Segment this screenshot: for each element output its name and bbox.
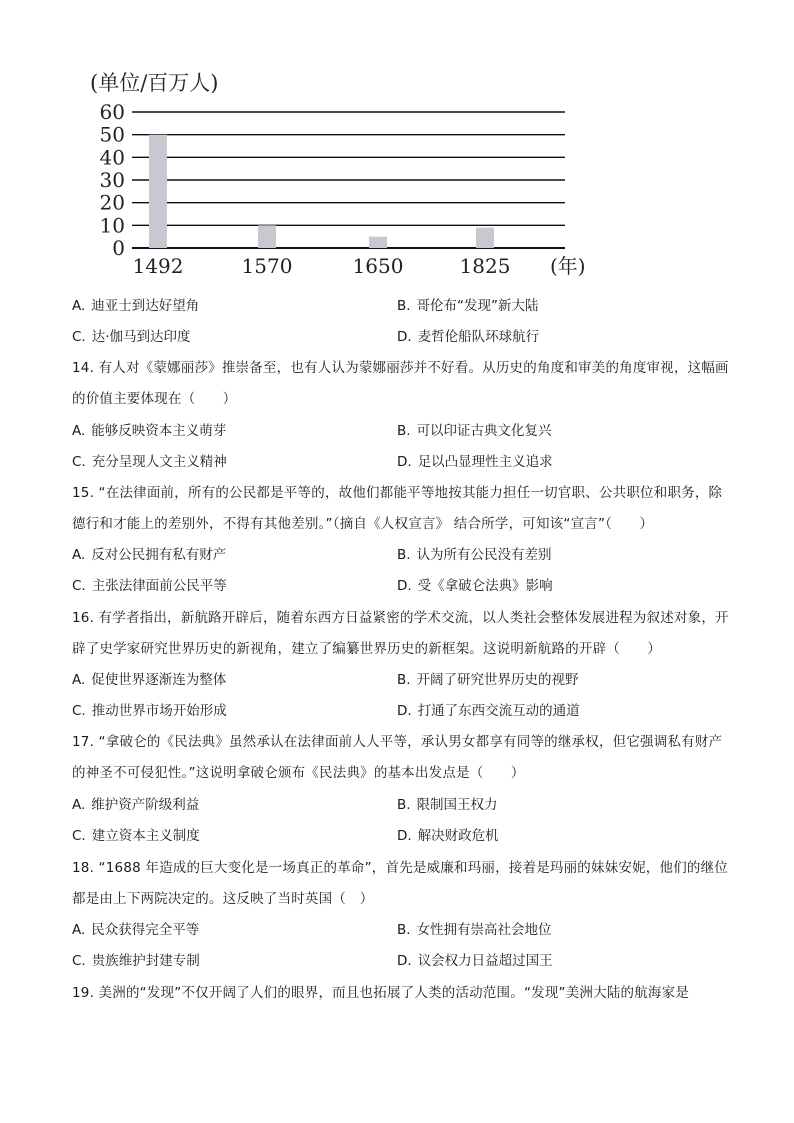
option-text: 限制国王权力 bbox=[416, 797, 498, 813]
q17-option-b[interactable] bbox=[397, 796, 498, 814]
option-label: B. bbox=[397, 547, 411, 563]
option-text: 建立资本主义制度 bbox=[91, 828, 200, 844]
option-label: D. bbox=[397, 703, 412, 719]
option-label: C. bbox=[72, 703, 86, 719]
option-label: B. bbox=[397, 922, 411, 938]
q13-option-d[interactable] bbox=[397, 328, 539, 346]
bar-1492 bbox=[149, 135, 167, 248]
option-label: D. bbox=[397, 953, 412, 969]
q16-option-c[interactable] bbox=[72, 702, 227, 720]
option-label: D. bbox=[397, 828, 412, 844]
population-bar-chart bbox=[80, 60, 600, 285]
option-text: 迪亚士到达好望角 bbox=[91, 298, 200, 314]
option-label: B. bbox=[397, 423, 411, 439]
option-label: D. bbox=[397, 454, 412, 470]
q17-option-a[interactable] bbox=[72, 796, 199, 814]
chart-x-ticks bbox=[133, 254, 511, 278]
bar-1825 bbox=[476, 228, 494, 248]
q16-stem: 16. 有学者指出，新航路开辟后，随着东西方日益紧密的学术交流，以人类社会整体发展进程为叙述对象，开辟了史学家研究世界历史的新视角，建立了编纂世界历史的新框架。这说明新航路的开辟（ ） bbox=[72, 610, 729, 657]
option-label: A. bbox=[72, 922, 86, 938]
bar-1650 bbox=[369, 237, 387, 248]
option-text: 哥伦布“发现”新大陆 bbox=[416, 298, 539, 314]
option-text: 维护资产阶级利益 bbox=[91, 797, 200, 813]
option-text: 主张法律面前公民平等 bbox=[91, 578, 227, 594]
option-label: D. bbox=[397, 329, 412, 345]
q14-option-b[interactable] bbox=[397, 422, 552, 440]
y-tick-label: 60 bbox=[99, 100, 125, 124]
q15-option-c[interactable] bbox=[72, 577, 227, 595]
y-tick-label: 40 bbox=[99, 145, 125, 170]
option-label: C. bbox=[72, 578, 86, 594]
option-text: 女性拥有崇高社会地位 bbox=[416, 922, 552, 938]
y-tick-label: 0 bbox=[112, 236, 125, 260]
q15-option-b[interactable] bbox=[397, 546, 552, 564]
q18-stem: 18. “1688 年造成的巨大变化是一场真正的革命”，首先是威廉和玛丽，接着是玛丽的妹妹安妮，他们的继位都是由上下两院决定的。这反映了当时英国（ ） bbox=[72, 860, 728, 907]
option-text: 议会权力日益超过国王 bbox=[417, 953, 553, 969]
option-text: 民众获得完全平等 bbox=[91, 922, 200, 938]
y-tick-label: 20 bbox=[99, 190, 125, 215]
option-label: A. bbox=[72, 423, 86, 439]
q15-option-a[interactable] bbox=[72, 546, 226, 564]
y-tick-label: 10 bbox=[99, 213, 125, 238]
q18-option-b[interactable] bbox=[397, 921, 552, 939]
q17-stem: 17. “拿破仑的《民法典》虽然承认在法律面前人人平等，承认男女都享有同等的继承权，但它强调私有财产的神圣不可侵犯性。”这说明拿破仑颁布《民法典》的基本出发点是（ ） bbox=[72, 734, 723, 781]
q13-option-b[interactable] bbox=[397, 297, 539, 315]
option-label: A. bbox=[72, 547, 86, 563]
chart-unit-label: (单位/百万人) bbox=[90, 71, 219, 95]
y-tick-label: 30 bbox=[99, 168, 125, 192]
option-label: D. bbox=[397, 578, 412, 594]
q16-option-d[interactable] bbox=[397, 702, 580, 720]
q18-option-a[interactable] bbox=[72, 921, 199, 939]
option-label: A. bbox=[72, 672, 86, 688]
chart-grid bbox=[132, 112, 565, 248]
y-tick-label: 50 bbox=[99, 122, 125, 147]
option-label: C. bbox=[72, 454, 86, 470]
q18-option-c[interactable] bbox=[72, 952, 200, 970]
option-text: 能够反映资本主义萌芽 bbox=[91, 423, 227, 439]
q13-option-a[interactable] bbox=[72, 297, 199, 315]
option-text: 可以印证古典文化复兴 bbox=[416, 423, 552, 439]
option-label: C. bbox=[72, 953, 86, 969]
q14-option-d[interactable] bbox=[397, 453, 553, 471]
option-text: 开阔了研究世界历史的视野 bbox=[416, 672, 579, 688]
option-label: A. bbox=[72, 298, 86, 314]
x-tick-label: 1492 bbox=[132, 254, 184, 278]
option-label: A. bbox=[72, 797, 86, 813]
chart-bars bbox=[149, 135, 494, 248]
option-text: 足以凸显理性主义追求 bbox=[417, 454, 553, 470]
option-text: 认为所有公民没有差别 bbox=[416, 547, 552, 563]
option-text: 受《拿破仑法典》影响 bbox=[417, 578, 553, 594]
option-text: 贵族维护封建专制 bbox=[91, 953, 200, 969]
q16-option-b[interactable] bbox=[397, 671, 579, 689]
option-label: C. bbox=[72, 329, 86, 345]
bar-1570 bbox=[258, 225, 276, 248]
q19-stem: 19. 美洲的“发现”不仅开阔了人们的眼界，而且也拓展了人类的活动范围。“发现”美洲大陆的航海家是 bbox=[72, 985, 690, 1001]
q15-stem: 15. “在法律面前，所有的公民都是平等的，故他们都能平等地按其能力担任一切官职、公共职位和职务，除德行和才能上的差别外，不得有其他差别。”（摘自《人权宣言》 结合所学，可知该“宣言”（ ） bbox=[72, 485, 723, 532]
q14-stem: 14. 有人对《蒙娜丽莎》推崇备至，也有人认为蒙娜丽莎并不好看。从历史的角度和审美的角度审视，这幅画的价值主要体现在（ ） bbox=[72, 360, 729, 407]
option-text: 达·伽马到达印度 bbox=[91, 329, 191, 345]
option-label: B. bbox=[397, 298, 411, 314]
q16-option-a[interactable] bbox=[72, 671, 226, 689]
q14-option-c[interactable] bbox=[72, 453, 227, 471]
q13-option-c[interactable] bbox=[72, 328, 191, 346]
q15-option-d[interactable] bbox=[397, 577, 553, 595]
option-text: 促使世界逐渐连为整体 bbox=[91, 672, 227, 688]
q17-option-c[interactable] bbox=[72, 827, 200, 845]
option-label: B. bbox=[397, 672, 411, 688]
option-text: 反对公民拥有私有财产 bbox=[91, 547, 227, 563]
q18-option-d[interactable] bbox=[397, 952, 553, 970]
chart-x-unit: (年) bbox=[550, 254, 586, 278]
x-tick-label: 1650 bbox=[352, 254, 404, 278]
option-text: 推动世界市场开始形成 bbox=[91, 703, 227, 719]
x-tick-label: 1825 bbox=[459, 254, 511, 278]
chart-y-ticks bbox=[100, 100, 125, 260]
option-text: 麦哲伦船队环球航行 bbox=[417, 329, 540, 345]
option-label: B. bbox=[397, 797, 411, 813]
option-text: 充分呈现人文主义精神 bbox=[91, 454, 227, 470]
option-text: 打通了东西交流互动的通道 bbox=[417, 703, 580, 719]
x-tick-label: 1570 bbox=[241, 254, 293, 278]
q17-option-d[interactable] bbox=[397, 827, 499, 845]
option-text: 解决财政危机 bbox=[417, 828, 499, 844]
option-label: C. bbox=[72, 828, 86, 844]
q14-option-a[interactable] bbox=[72, 422, 226, 440]
